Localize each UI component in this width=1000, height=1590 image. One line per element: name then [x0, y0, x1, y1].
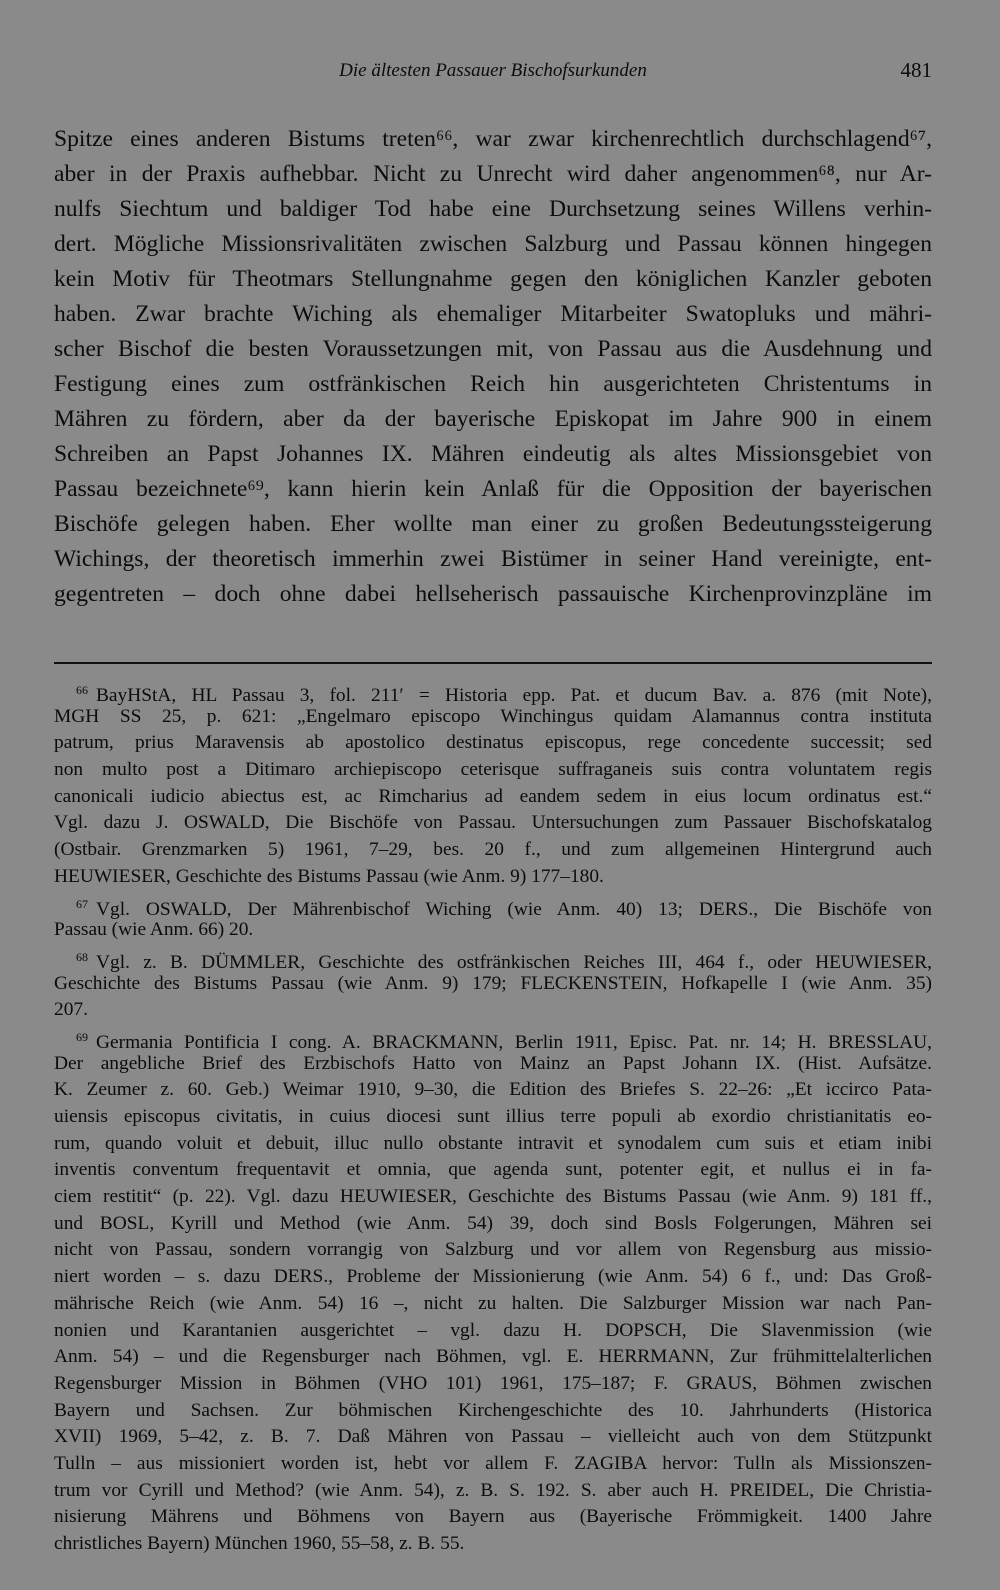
footnote-number: 68: [76, 949, 88, 964]
footnote-line: mährische Reich (wie Anm. 54) 16 –, nicht zu halten. Die Salzburger Mission war nach Pan-: [54, 1292, 932, 1314]
footnote-line: nisierung Mährens und Böhmens von Bayern aus (Bayerische Frömmigkeit. 1400 Jahre: [54, 1506, 932, 1528]
body-line: Passau bezeichnete⁶⁹, kann hierin kein Anlaß für die Opposition der bayerischen: [54, 476, 932, 502]
footnote-line: Germania Pontificia I cong. A. BRACKMANN, Berlin 1911, Episc. Pat. nr. 14; H. BRESSLAU,: [96, 1031, 932, 1053]
footnote-divider: [54, 662, 932, 664]
footnote-number: 66: [76, 683, 88, 697]
footnote-line: Vgl. OSWALD, Der Mährenbischof Wiching (wie Anm. 40) 13; DERS., Die Bischöfe von: [96, 898, 932, 920]
body-line: gegentreten – doch ohne dabei hellseherisch passauische Kirchenprovinzpläne im: [54, 581, 932, 607]
footnote-line: canonicali iudicio abiectus est, ac Rimcharius ad eandem sedem in eius locum ordinatus est.“: [54, 785, 932, 807]
body-line: nulfs Siechtum und baldiger Tod habe eine Durchsetzung seines Willens verhin-: [54, 196, 932, 222]
footnote-line: non multo post a Ditimaro archiepiscopo ceterisque suffraganeis suis contra voluntatem regis: [54, 759, 932, 781]
footnote-line: nonien und Karantanien ausgerichtet – vgl. dazu H. DOPSCH, Die Slavenmission (wie: [54, 1319, 932, 1341]
footnote-line: ciem restitit“ (p. 22). Vgl. dazu HEUWIESER, Geschichte des Bistums Passau (wie Anm. 9) 181 ff.,: [54, 1186, 932, 1208]
body-line: aber in der Praxis aufhebbar. Nicht zu Unrecht wird daher angenommen⁶⁸, nur Ar-: [54, 161, 932, 187]
footnote-66: [54, 677, 932, 704]
footnote-number: 67: [76, 896, 88, 911]
footnote-69: [54, 1024, 932, 1051]
body-line: Mähren zu fördern, aber da der bayerische Episkopat im Jahre 900 in einem: [54, 406, 932, 432]
footnote-line: christliches Bayern) München 1960, 55–58, z. B. 55.: [54, 1533, 465, 1554]
body-text: [54, 122, 932, 612]
body-line: Wichings, der theoretisch immerhin zwei Bistümer in seiner Hand vereinigte, ent-: [54, 546, 932, 572]
body-line: dert. Mögliche Missionsrivalitäten zwischen Salzburg und Passau können hingegen: [54, 231, 932, 257]
footnote-line: Regensburger Mission in Böhmen (VHO 101) 1961, 175–187; F. GRAUS, Böhmen zwischen: [54, 1372, 932, 1394]
footnote-line: BayHStA, HL Passau 3, fol. 211′ = Historia epp. Pat. et ducum Bav. a. 876 (mit Note),: [96, 685, 932, 706]
footnote-line: MGH SS 25, p. 621: „Engelmaro episcopo Winchingus quidam Alamannus contra instituta: [54, 705, 932, 727]
footnote-line: Tulln – aus missioniert worden ist, hebt vor allem F. ZAGIBA hervor: Tulln als Missionszen-: [54, 1452, 932, 1474]
footnote-line: patrum, prius Maravensis ab apostolico destinatus episcopus, rege concedente successit; sed: [54, 732, 932, 754]
footnote-67: [54, 891, 932, 918]
footnote-line: HEUWIESER, Geschichte des Bistums Passau (wie Anm. 9) 177–180.: [54, 865, 604, 887]
footnote-line: trum vor Cyrill und Method? (wie Anm. 54), z. B. S. 192. S. aber auch H. PREIDEL, Die Christia-: [54, 1479, 932, 1501]
footnote-line: Passau (wie Anm. 66) 20.: [54, 919, 254, 941]
footnote-line: uiensis episcopus civitatis, in cuius diocesi sunt illius terre populi ab exordio christianitatis eo-: [54, 1106, 932, 1127]
footnote-line: XVII) 1969, 5–42, z. B. 7. Daß Mähren von Passau – vielleicht auch von dem Stützpunkt: [54, 1426, 932, 1448]
body-line: Bischöfe gelegen haben. Eher wollte man einer zu großen Bedeutungssteigerung: [54, 511, 932, 537]
body-line: Spitze eines anderen Bistums treten⁶⁶, war zwar kirchenrechtlich durchschlagend⁶⁷,: [54, 126, 932, 152]
footnote-line: Der angebliche Brief des Erzbischofs Hatto von Mainz an Papst Johann IX. (Hist. Aufsätze.: [54, 1052, 932, 1074]
body-line: haben. Zwar brachte Wiching als ehemaliger Mitarbeiter Swatopluks und mähri-: [54, 301, 932, 327]
body-line: scher Bischof die besten Voraussetzungen mit, von Passau aus die Ausdehnung und: [54, 336, 932, 362]
footnotes: [54, 677, 932, 1558]
footnote-line: K. Zeumer z. 60. Geb.) Weimar 1910, 9–30, die Edition des Briefes S. 22–26: „Et iccirco Pata-: [54, 1079, 932, 1101]
footnote-line: niert worden – s. dazu DERS., Probleme der Missionierung (wie Anm. 54) 6 f., und: Das Groß-: [54, 1266, 932, 1288]
body-line: Schreiben an Papst Johannes IX. Mähren eindeutig als altes Missionsgebiet von: [54, 441, 932, 467]
footnote-line: 207.: [54, 999, 88, 1021]
footnote-line: nicht von Passau, sondern vorrangig von Salzburg und vor allem von Regensburg aus missio-: [54, 1239, 932, 1261]
footnote-line: Vgl. z. B. DÜMMLER, Geschichte des ostfränkischen Reiches III, 464 f., oder HEUWIESER,: [96, 951, 932, 973]
body-line: Festigung eines zum ostfränkischen Reich hin ausgerichteten Christentums in: [54, 371, 932, 397]
body-line: kein Motiv für Theotmars Stellungnahme gegen den königlichen Kanzler geboten: [54, 266, 932, 292]
footnote-line: inventis conventum frequentavit et omnia, que agenda sunt, potenter egit, et nullus ei in fa-: [54, 1159, 932, 1181]
footnote-line: (Ostbair. Grenzmarken 5) 1961, 7–29, bes. 20 f., und zum allgemeinen Hintergrund auch: [54, 839, 932, 861]
footnote-line: Geschichte des Bistums Passau (wie Anm. 9) 179; FLECKENSTEIN, Hofkapelle I (wie Anm. 35): [54, 972, 932, 994]
footnote-number: 69: [76, 1029, 88, 1044]
page-number: 481: [900, 58, 932, 82]
footnote-line: und BOSL, Kyrill und Method (wie Anm. 54) 39, doch sind Bosls Folgerungen, Mähren sei: [54, 1212, 932, 1234]
footnote-68: [54, 944, 932, 971]
footnote-line: Anm. 54) – und die Regensburger nach Böhmen, vgl. E. HERRMANN, Zur frühmittelalterlichen: [54, 1346, 932, 1368]
footnote-line: rum, quando voluit et debuit, illuc nullo obstante intravit et synodalem cum suis et etiam inibi: [54, 1132, 932, 1154]
running-title: Die ältesten Passauer Bischofsurkunden: [339, 60, 647, 81]
footnote-line: Vgl. dazu J. OSWALD, Die Bischöfe von Passau. Untersuchungen zum Passauer Bischofskatalog: [54, 812, 932, 834]
page-header: [54, 56, 932, 86]
footnote-line: Bayern und Sachsen. Zur böhmischen Kirchengeschichte des 10. Jahrhunderts (Historica: [54, 1399, 932, 1421]
